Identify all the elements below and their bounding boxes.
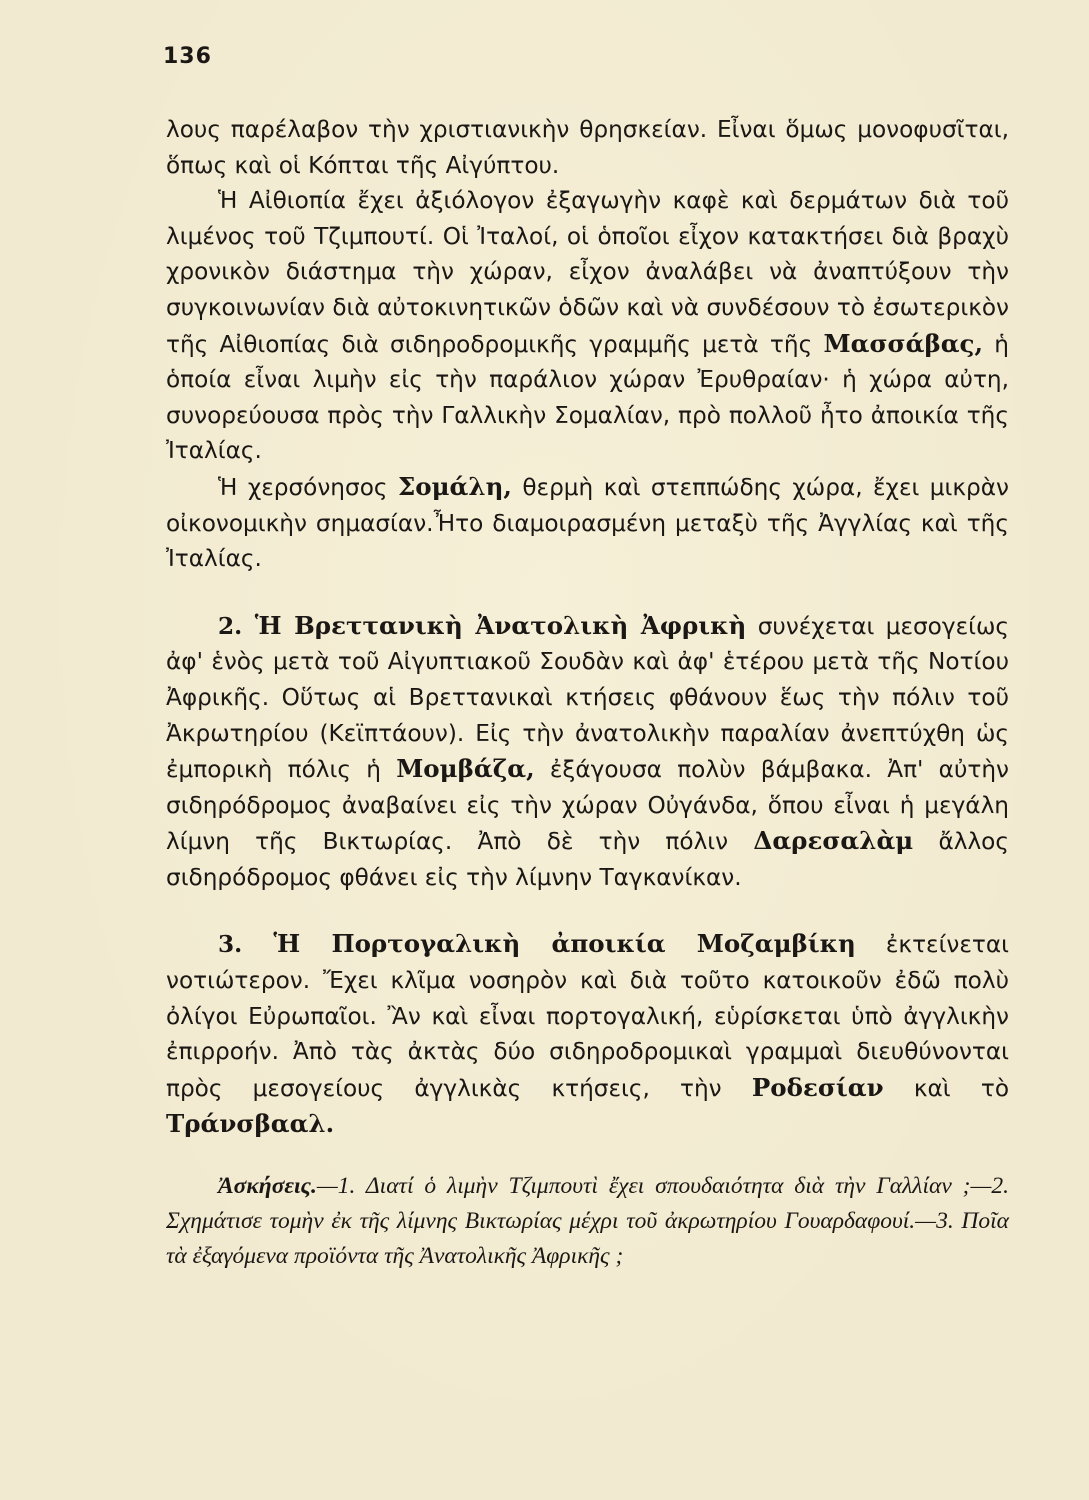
section-number-2: 2. xyxy=(218,612,243,640)
paragraph-somalia xyxy=(166,469,1009,577)
place-mombasa: Μομβάζα, xyxy=(396,754,535,784)
paragraph-ethiopia-text-a: Ἡ Αἰθιοπία ἔχει ἀξιόλογον ἐξαγωγὴν καφὲ καὶ δερμάτων διὰ τοῦ λιμένος τοῦ Τζιμπουτί. Οἱ Ἰταλοί, οἱ ὁποῖοι εἶχον κατακτήσει διὰ βραχὺ χρονικὸν διάστημα τὴν χώραν, εἶχον ἀναλάβει νὰ ἀναπτύξουν τὴν συγκοινωνίαν διὰ αὐτοκινητικῶν ὁδῶν καὶ νὰ συνδέσουν τὸ ἐσωτερικὸν τῆς Αἰθιοπίας διὰ σιδηροδρομικῆς γραμμῆς μετὰ τῆς xyxy=(166,187,1009,358)
paragraph-ethiopia xyxy=(166,183,1009,469)
paragraph-mozambique-text-c: καὶ τὸ xyxy=(883,1074,1010,1102)
heading-british-east-africa: Ἡ Βρεττανικὴ Ἀνατολικὴ Ἀφρικὴ xyxy=(242,610,747,640)
paragraph-1 xyxy=(166,112,1009,183)
exercises-label: Ἀσκήσεις. xyxy=(218,1173,317,1200)
section-number-3: 3. xyxy=(218,931,243,959)
place-rhodesia: Ροδεσίαν xyxy=(751,1072,884,1102)
heading-mozambique: Ἡ Πορτογαλικὴ ἀποικία Μοζαμβίκη xyxy=(242,929,856,959)
paragraph-british-east-africa xyxy=(166,608,1009,896)
paragraph-1-text: λους παρέλαβον τὴν χριστιανικὴν θρησκείαν. Εἶναι ὅμως μονοφυσῖται, ὅπως καὶ οἱ Κόπται τῆς Αἰγύπτου. xyxy=(166,116,1009,179)
page-body xyxy=(166,112,1009,1274)
exercises-block xyxy=(166,1169,1009,1274)
paragraph-british-text-d: ἄλλος σιδηρόδρομος φθάνει εἰς τὴν λίμνην Ταγκανίκαν. xyxy=(166,828,1009,891)
place-massawa: Μασσάβας, xyxy=(823,328,984,358)
paragraph-somalia-text-a: Ἡ χερσόνησος xyxy=(218,473,398,501)
page-number: 136 xyxy=(163,44,212,69)
place-dar-es-salaam: Δαρεσαλὰμ xyxy=(753,826,914,856)
section-gap xyxy=(166,895,1009,926)
place-somalia: Σομάλη, xyxy=(397,471,512,501)
paragraph-somalia-text-c: θερμὴ καὶ στεππώδης χώρα, ἔχει μικρὰν οἰκονομικὴν σημασίαν.Ἦτο διαμοιρασμένη μεταξὺ τῆς Ἀγγλίας καὶ τῆς Ἰταλίας. xyxy=(166,473,1009,573)
section-gap xyxy=(166,577,1009,608)
paragraph-british-text-c: ἐξάγουσα πολὺν βάμβακα. Ἀπ' αὐτὴν σιδηρόδρομος ἀναβαίνει εἰς τὴν χώραν Οὐγάνδα, ὅπου εἶναι ἡ μεγάλη λίμνη τῆς Βικτωρίας. Ἀπὸ δὲ τὴν πόλιν xyxy=(166,756,1009,856)
paragraph-ethiopia-text-c: ἡ ὁποία εἶναι λιμὴν εἰς τὴν παράλιον χώραν Ἐρυθραίαν· ἡ χώρα αὐτη, συνορεύουσα πρὸς τὴν Γαλλικὴν Σομαλίαν, πρὸ πολλοῦ ἦτο ἀποικία τῆς Ἰταλίας. xyxy=(166,330,1009,465)
place-transvaal: Τράνσβααλ. xyxy=(166,1109,335,1139)
paragraph-british-text-a: συνέχεται μεσογείως ἀφ' ἑνὸς μετὰ τοῦ Αἰγυπτιακοῦ Σουδὰν καὶ ἀφ' ἑτέρου μετὰ τῆς Νοτίου Ἀφρικῆς. Οὕτως αἱ Βρεττανικαὶ κτήσεις φθάνουν ἕως τὴν πόλιν τοῦ Ἀκρωτηρίου (Κεϊπτάουν). Εἰς τὴν ἀνατολικὴν παραλίαν ἀνεπτύχθη ὡς ἐμπορικὴ πόλις ἡ xyxy=(166,612,1009,784)
paragraph-mozambique-text-a: ἐκτείνεται νοτιώτερον. Ἔχει κλῖμα νοσηρὸν καὶ διὰ τοῦτο κατοικοῦν ἐδῶ πολὺ ὀλίγοι Εὐρωπαῖοι. Ἂν καὶ εἶναι πορτογαλική, εὑρίσκεται ὑπὸ ἀγγλικὴν ἐπιρροήν. Ἀπὸ τὰς ἀκτὰς δύο σιδηροδρομικαὶ γραμμαὶ διευθύνονται πρὸς μεσογείους ἀγγλικὰς κτήσεις, τὴν xyxy=(166,931,1009,1102)
exercises-text: —1. Διατί ὁ λιμὴν Τζιμπουτὶ ἔχει σπουδαιότητα διὰ τὴν Γαλλίαν ;—2. Σχημάτισε τομὴν ἐκ τῆς λίμνης Βικτωρίας μέχρι τοῦ ἀκρωτηρίου Γουαρδαφουί.—3. Ποῖα τὰ ἐξαγόμενα προϊόντα τῆς Ἀνατολικῆς Ἀφρικῆς ; xyxy=(166,1173,1009,1270)
paragraph-mozambique xyxy=(166,926,1009,1143)
